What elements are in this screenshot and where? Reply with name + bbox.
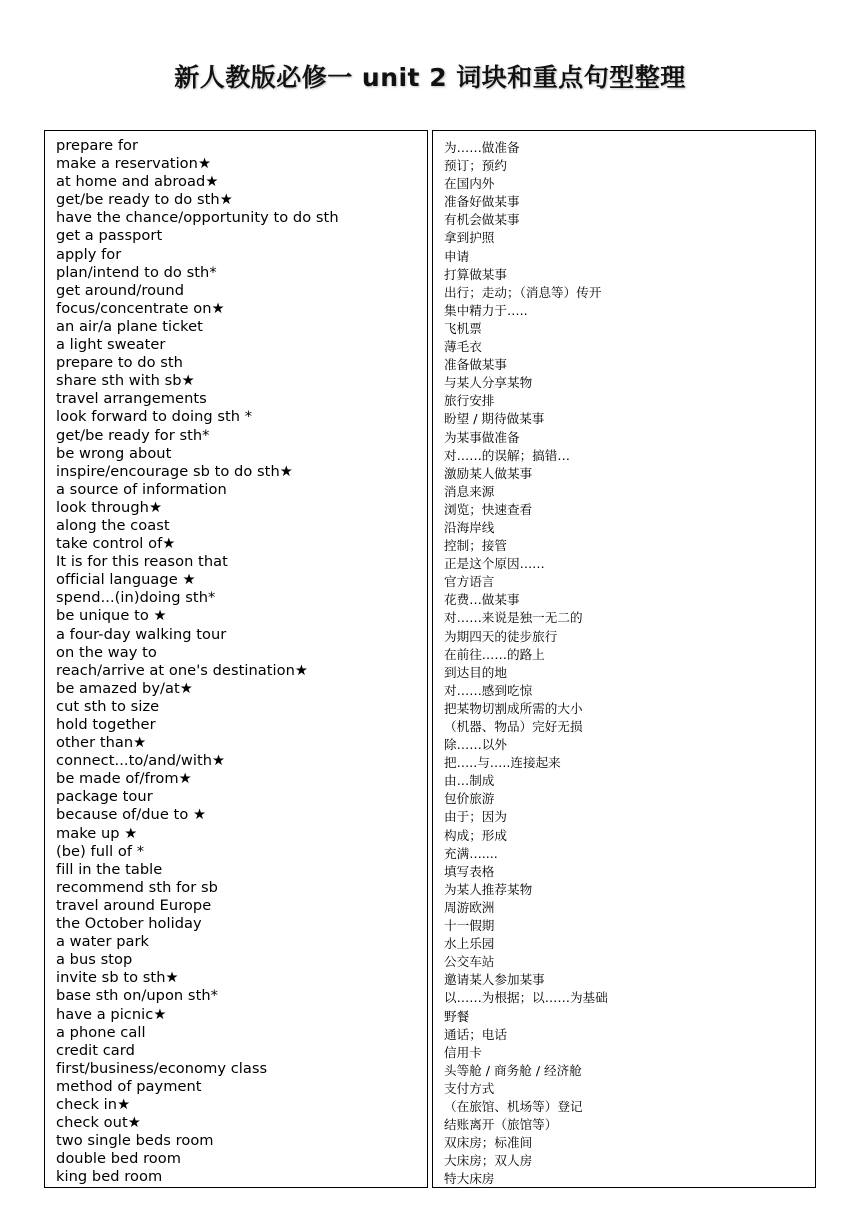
english-phrase: an air/a plane ticket [56,317,203,335]
english-phrase: two single beds room [56,1132,214,1150]
english-phrase: (be) full of * [56,842,145,860]
english-phrase: get/be ready to do sth★ [56,191,233,209]
chinese-meanings-column [432,130,816,1188]
page-title: 新人教版必修一 unit 2 词块和重点句型整理 [174,63,686,92]
english-phrase: make up ★ [56,824,138,842]
english-phrase: a water park [56,933,150,951]
chinese-meaning: 集中精力于….. [444,302,528,318]
chinese-meaning: （在旅馆、机场等）登记 [444,1098,583,1114]
english-phrase: a source of information [56,480,227,498]
chinese-meaning: （机器、物品）完好无损 [444,719,583,734]
english-phrase: double bed room [56,1150,182,1168]
chinese-meaning: 信用卡 [444,1044,482,1060]
english-phrase: prepare for [56,137,139,154]
english-phrase: the October holiday [56,915,202,933]
chinese-meaning: 由于；因为 [444,809,507,825]
chinese-meaning: 双床房；标准间 [444,1135,533,1151]
english-phrase: cut sth to size [56,697,160,715]
english-phrase: check out★ [56,1114,141,1132]
chinese-meaning: 旅行安排 [444,393,495,409]
chinese-meaning: 对……来说是独一无二的 [444,610,583,626]
chinese-meaning: 薄毛衣 [444,339,482,355]
english-phrases-column [44,130,428,1188]
chinese-meaning: 浏览；快速查看 [444,501,533,517]
chinese-meaning: 由…制成 [444,773,495,789]
chinese-meaning: 花费…做某事 [444,592,520,608]
english-phrase: focus/concentrate on★ [56,299,225,317]
english-phrase: be amazed by/at★ [56,679,193,697]
chinese-meaning: 对……感到吃惊 [444,682,533,698]
english-phrase: credit card [56,1041,135,1059]
english-phrase: get around/round [56,281,185,299]
chinese-meaning: 与某人分享某物 [444,375,533,391]
english-phrase: method of payment [56,1077,202,1095]
chinese-meaning: 消息来源 [444,483,495,499]
chinese-meaning: 激励某人做某事 [444,465,533,481]
english-phrase: It is for this reason that [56,553,228,571]
chinese-meaning: 到达目的地 [444,664,507,680]
chinese-meaning: 填写表格 [444,863,495,879]
chinese-meaning: 充满….... [444,845,498,861]
english-phrase: king bed room [56,1168,163,1186]
chinese-meaning: 把某物切割成所需的大小 [444,700,583,716]
chinese-meaning: 在国内外 [444,176,495,192]
chinese-meaning: 申请 [444,248,470,264]
chinese-meaning: 邀请某人参加某事 [444,972,545,988]
english-phrase: get a passport [56,227,163,245]
english-phrase: because of/due to ★ [56,806,207,824]
english-phrase: a bus stop [56,951,133,969]
chinese-meaning: 为期四天的徒步旅行 [444,628,558,644]
chinese-meaning: 对……的误解；搞错… [444,447,570,463]
chinese-meaning: 控制；接管 [444,538,507,554]
english-phrase: check in★ [56,1095,131,1113]
english-phrase: along the coast [56,516,170,534]
chinese-meaning: 野餐 [444,1008,470,1024]
chinese-meaning: 正是这个原因…… [444,556,545,572]
chinese-meaning: 通话；电话 [444,1026,507,1042]
chinese-meaning: 盼望 / 期待做某事 [444,411,545,427]
english-phrase: look through★ [56,498,163,516]
chinese-meaning: 沿海岸线 [444,519,495,535]
english-phrase: get/be ready for sth* [56,426,210,444]
chinese-meaning: 拿到护照 [444,230,495,246]
chinese-meaning: 准备好做某事 [444,194,520,210]
chinese-meaning: 以……为根据；以……为基础 [444,990,608,1006]
chinese-meaning: 大床房；双人房 [444,1153,533,1169]
english-phrase: travel arrangements [56,390,207,408]
chinese-meaning: 除……以外 [444,737,507,753]
chinese-meaning: 支付方式 [444,1080,495,1096]
english-phrase: on the way to [56,643,157,661]
english-phrase: travel around Europe [56,896,212,914]
chinese-meaning: 官方语言 [444,574,495,590]
chinese-meaning: 包价旅游 [444,791,495,807]
english-phrase: look forward to doing sth * [56,408,253,426]
chinese-meaning: 打算做某事 [444,266,507,282]
english-phrase: official language ★ [56,571,196,589]
chinese-meaning: 特大床房 [444,1171,495,1187]
english-phrase: have the chance/opportunity to do sth [56,209,339,227]
chinese-meaning: 结账离开（旅馆等） [444,1117,558,1133]
english-phrase: a four-day walking tour [56,625,227,643]
english-phrase: prepare to do sth [56,354,183,372]
english-phrase: at home and abroad★ [56,173,219,191]
chinese-meaning: 周游欧洲 [444,899,495,915]
chinese-meaning: 头等舱 / 商务舱 / 经济舱 [444,1062,582,1078]
chinese-meaning: 十一假期 [444,918,495,934]
english-phrase: be wrong about [56,444,172,462]
english-phrase: other than★ [56,734,147,752]
english-phrase: have a picnic★ [56,1005,167,1023]
english-phrase: a phone call [56,1023,146,1041]
chinese-meaning: 构成；形成 [444,827,507,843]
english-phrase: be unique to ★ [56,607,167,625]
english-phrase: hold together [56,716,156,733]
chinese-meaning: 为……做准备 [444,140,520,155]
english-phrase: connect...to/and/with★ [56,752,226,770]
english-phrase: be made of/from★ [56,770,192,788]
chinese-meaning: 在前往……的路上 [444,646,545,662]
english-phrase: make a reservation★ [56,155,212,173]
english-phrase: plan/intend to do sth* [56,263,217,281]
english-phrase: reach/arrive at one's destination★ [56,661,309,679]
english-phrase: a light sweater [56,336,166,354]
english-phrase: share sth with sb★ [56,372,195,390]
english-phrase: apply for [56,245,122,263]
english-phrase: fill in the table [56,860,163,878]
chinese-meaning: 为某事做准备 [444,429,520,445]
english-phrase: spend...(in)doing sth* [56,589,216,607]
english-phrase: take control of★ [56,535,176,553]
chinese-meaning: 出行；走动；（消息等）传开 [444,284,602,300]
chinese-meaning: 有机会做某事 [444,212,520,228]
chinese-meaning: 水上乐园 [444,936,495,952]
english-phrase: inspire/encourage sb to do sth★ [56,462,293,480]
english-phrase: invite sb to sth★ [56,969,179,987]
chinese-meaning: 公交车站 [444,954,495,970]
english-phrase: base sth on/upon sth* [56,987,218,1005]
chinese-meaning: 准备做某事 [444,357,507,373]
chinese-meaning: 预订；预约 [444,158,507,174]
chinese-meaning: 为某人推荐某物 [444,881,533,897]
chinese-meaning: 飞机票 [444,320,482,336]
english-phrase: recommend sth for sb [56,878,218,896]
chinese-meaning: 把…..与…..连接起来 [444,755,561,771]
english-phrase: first/business/economy class [56,1059,268,1077]
english-phrase: package tour [56,788,153,806]
